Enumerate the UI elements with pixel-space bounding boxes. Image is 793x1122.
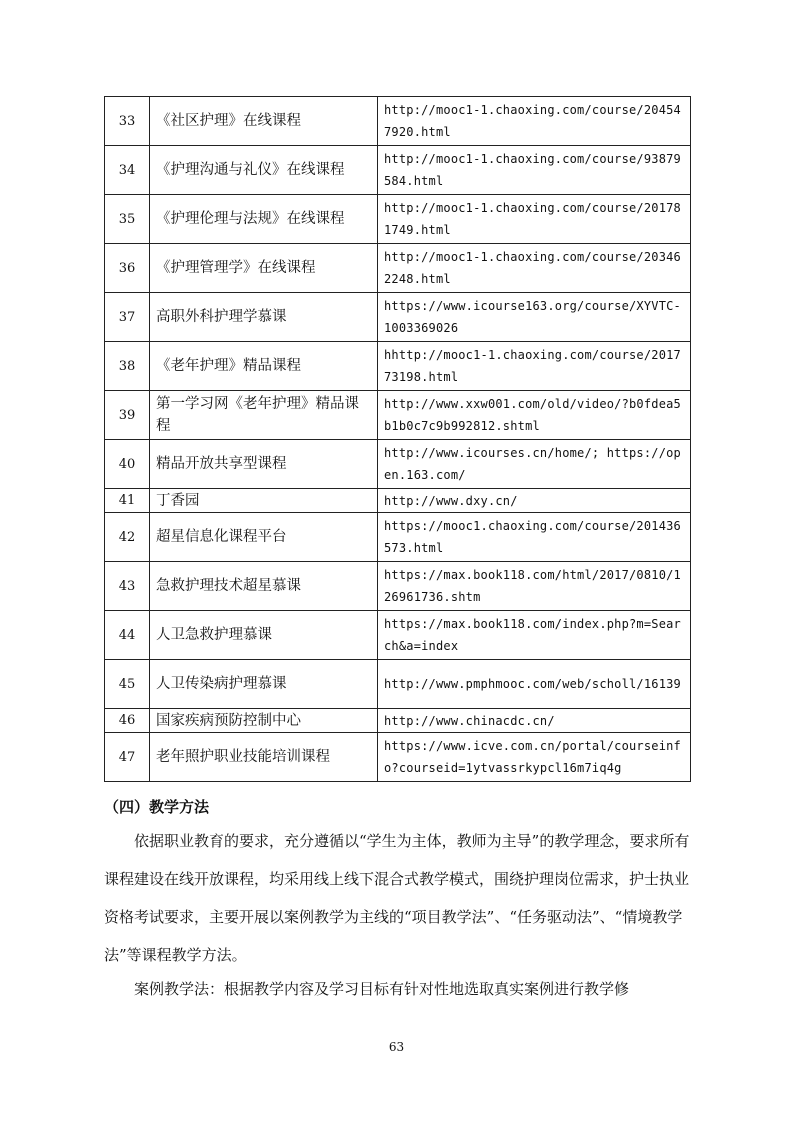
course-url: http://mooc1-1.chaoxing.com/course/203462248.html — [378, 244, 691, 293]
row-number: 39 — [105, 391, 150, 440]
course-name: 人卫急救护理慕课 — [150, 611, 378, 660]
table-row — [105, 97, 691, 146]
row-number: 36 — [105, 244, 150, 293]
course-name: 《社区护理》在线课程 — [150, 97, 378, 146]
row-number: 42 — [105, 513, 150, 562]
table-row — [105, 660, 691, 709]
course-name: 老年照护职业技能培训课程 — [150, 733, 378, 782]
course-name: 精品开放共享型课程 — [150, 440, 378, 489]
row-number: 33 — [105, 97, 150, 146]
resource-table — [104, 96, 691, 782]
page-number: 63 — [388, 1040, 405, 1054]
course-name: 超星信息化课程平台 — [150, 513, 378, 562]
row-number: 35 — [105, 195, 150, 244]
course-url: hhttp://mooc1-1.chaoxing.com/course/201773198.html — [378, 342, 691, 391]
section-heading: （四）教学方法 — [104, 798, 210, 816]
course-url: http://www.pmphmooc.com/web/scholl/16139 — [378, 660, 691, 709]
course-name: 国家疾病预防控制中心 — [150, 709, 378, 733]
course-name: 《护理伦理与法规》在线课程 — [150, 195, 378, 244]
course-name: 急救护理技术超星慕课 — [150, 562, 378, 611]
row-number: 37 — [105, 293, 150, 342]
row-number: 47 — [105, 733, 150, 782]
table-row — [105, 709, 691, 733]
row-number: 46 — [105, 709, 150, 733]
course-url: http://www.xxw001.com/old/video/?b0fdea5b1b0c7c9b992812.shtml — [378, 391, 691, 440]
course-name: 人卫传染病护理慕课 — [150, 660, 378, 709]
course-name: 《护理管理学》在线课程 — [150, 244, 378, 293]
course-url: https://max.book118.com/index.php?m=Search&a=index — [378, 611, 691, 660]
course-url: http://mooc1-1.chaoxing.com/course/204547920.html — [378, 97, 691, 146]
course-url: http://mooc1-1.chaoxing.com/course/93879584.html — [378, 146, 691, 195]
table-row — [105, 293, 691, 342]
course-name: 第一学习网《老年护理》精品课程 — [150, 391, 378, 440]
course-url: https://max.book118.com/html/2017/0810/126961736.shtm — [378, 562, 691, 611]
body-paragraph: 依据职业教育的要求，充分遵循以“学生为主体，教师为主导”的教学理念，要求所有课程建设在线开放课程，均采用线上线下混合式教学模式，围绕护理岗位需求，护士执业资格考试要求，主要开展以案例教学为主线的“项目教学法”、“任务驱动法”、“情境教学法”等课程教学方法。 — [104, 832, 690, 964]
table-row — [105, 733, 691, 782]
course-url: https://mooc1.chaoxing.com/course/201436573.html — [378, 513, 691, 562]
table-row — [105, 146, 691, 195]
row-number: 45 — [105, 660, 150, 709]
row-number: 41 — [105, 489, 150, 513]
table-row — [105, 513, 691, 562]
row-number: 40 — [105, 440, 150, 489]
table-row — [105, 489, 691, 513]
course-url: https://www.icourse163.org/course/XYVTC-1003369026 — [378, 293, 691, 342]
course-name: 《老年护理》精品课程 — [150, 342, 378, 391]
table-row — [105, 391, 691, 440]
row-number: 44 — [105, 611, 150, 660]
course-name: 《护理沟通与礼仪》在线课程 — [150, 146, 378, 195]
course-name: 高职外科护理学慕课 — [150, 293, 378, 342]
row-number: 43 — [105, 562, 150, 611]
course-name: 丁香园 — [150, 489, 378, 513]
table-row — [105, 195, 691, 244]
table-row — [105, 562, 691, 611]
course-url: http://www.chinacdc.cn/ — [378, 709, 691, 733]
course-url: https://www.icve.com.cn/portal/courseinfo?courseid=1ytvassrkypcl16m7iq4g — [378, 733, 691, 782]
row-number: 34 — [105, 146, 150, 195]
table-row — [105, 244, 691, 293]
row-number: 38 — [105, 342, 150, 391]
course-url: http://www.icourses.cn/home/; https://open.163.com/ — [378, 440, 691, 489]
course-url: http://mooc1-1.chaoxing.com/course/201781749.html — [378, 195, 691, 244]
table-row — [105, 611, 691, 660]
table-row — [105, 440, 691, 489]
table-row — [105, 342, 691, 391]
course-url: http://www.dxy.cn/ — [378, 489, 691, 513]
body-paragraph: 案例教学法：根据教学内容及学习目标有针对性地选取真实案例进行教学修 — [134, 980, 630, 998]
